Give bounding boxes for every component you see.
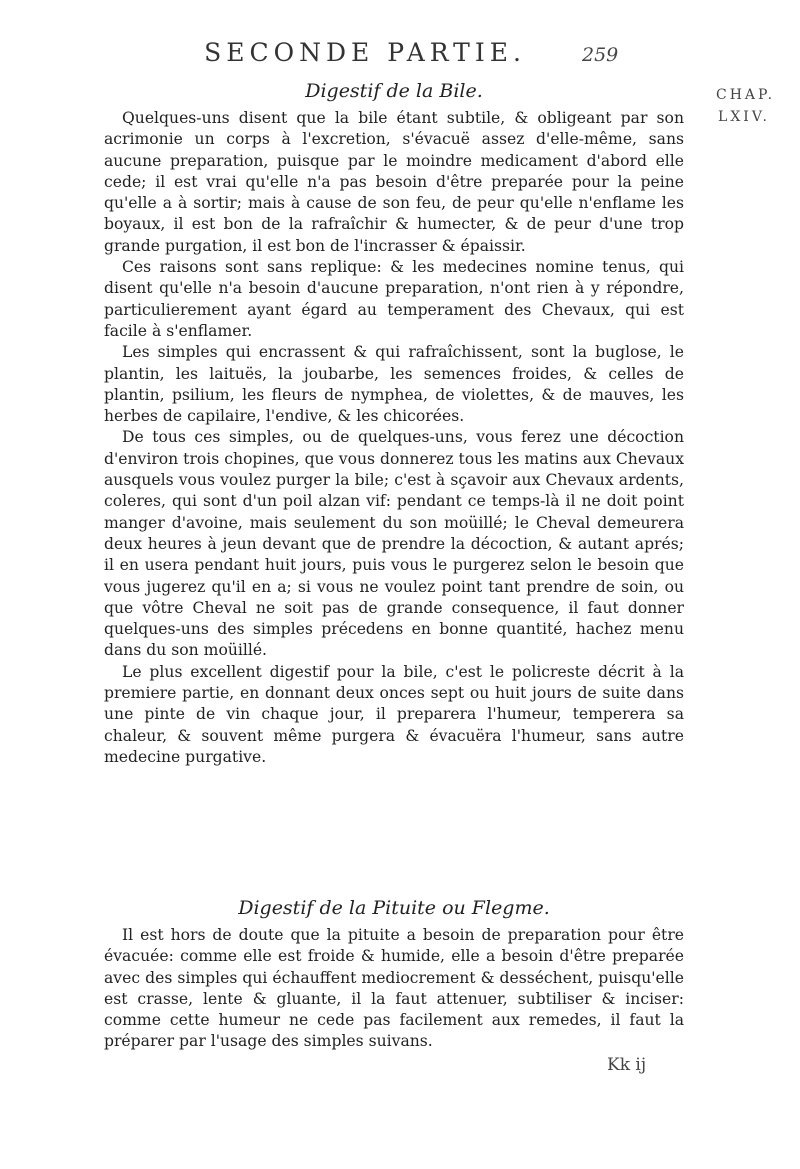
section-title-pituite: Digestif de la Pituite ou Flegme. [238, 897, 550, 919]
paragraph: Ces raisons sont sans replique: & les medecines nomine tenus, qui disent qu'elle n'a besoin d'aucune preparation, n'ont rien à y répondre, particulierement ayant égard au temperament des Chevaux, qui est facile à s'enflamer. [104, 258, 684, 340]
chapter-number: LXIV. [718, 109, 770, 125]
paragraph: Quelques-uns disent que la bile étant subtile, & obligeant par son acrimonie un corps à l'excretion, s'évacuë assez d'elle-même, sans aucune preparation, puisque par le moindre medicament d'abord elle cede; il est vrai qu'elle n'a pas besoin d'être preparée pour la peine qu'elle a à sortir; mais à cause de son feu, de peur qu'elle n'enflame les boyaux, il est bon de la rafraîchir & humecter, & de peur d'une trop grande purgation, il est bon de l'incrasser & épaissir. [104, 109, 684, 255]
running-head: SECONDE PARTIE. [204, 38, 526, 67]
paragraph: Le plus excellent digestif pour la bile, c'est le policreste décrit à la premiere partie, en donnant deux onces sept ou huit jours de suite dans une pinte de vin chaque jour, il preparera l'humeur, temperera sa chaleur, & souvent même purgera & évacuëra l'humeur, sans autre medecine purgative. [104, 662, 684, 766]
signature-mark: Kk ij [607, 1055, 647, 1075]
chapter-margin-note [716, 84, 776, 128]
paragraph: Il est hors de doute que la pituite a besoin de preparation pour être évacuée: comme elle est froide & humide, elle a besoin d'être preparée avec des simples qui échauffent mediocrement & desséchent, puisqu'elle est crasse, lente & gluante, il la faut attenuer, subtiliser & inciser: comme cette humeur ne cede pas facilement aux remedes, il faut la préparer par l'usage des simples suivans. [104, 926, 684, 1051]
paragraph: Les simples qui encrassent & qui rafraîchissent, sont la buglose, le plantin, les laituës, la joubarbe, les semences froides, & celles de plantin, psilium, les fleurs de nymphea, de violettes, & de mauves, les herbes de capilaire, l'endive, & les chicorées. [104, 343, 684, 426]
section-bile [104, 78, 684, 768]
section-title-bile: Digestif de la Bile. [305, 80, 483, 102]
chapter-label: CHAP. [716, 87, 776, 103]
page-number: 259 [582, 44, 619, 66]
paragraph: De tous ces simples, ou de quelques-uns, vous ferez une décoction d'environ trois chopines, que vous donnerez tous les matins aux Chevaux ausquels vous voulez purger la bile; c'est à sçavoir aux Chevaux ardents, coleres, qui sont d'un poil alzan vif: pendant ce temps-là il ne doit point manger d'avoine, mais seulement du son moüillé; le Cheval demeurera deux heures à jeun devant que de prendre la décoction, & autant aprés; il en usera pendant huit jours, puis vous le purgerez selon le besoin que vous jugerez qu'il en a; si vous ne voulez point tant prendre de soin, ou que vôtre Cheval ne soit pas de grande consequence, il faut donner quelques-uns des simples précedens en bonne quantité, hachez menu dans du son moüillé. [104, 428, 684, 660]
section-pituite [104, 895, 684, 1053]
